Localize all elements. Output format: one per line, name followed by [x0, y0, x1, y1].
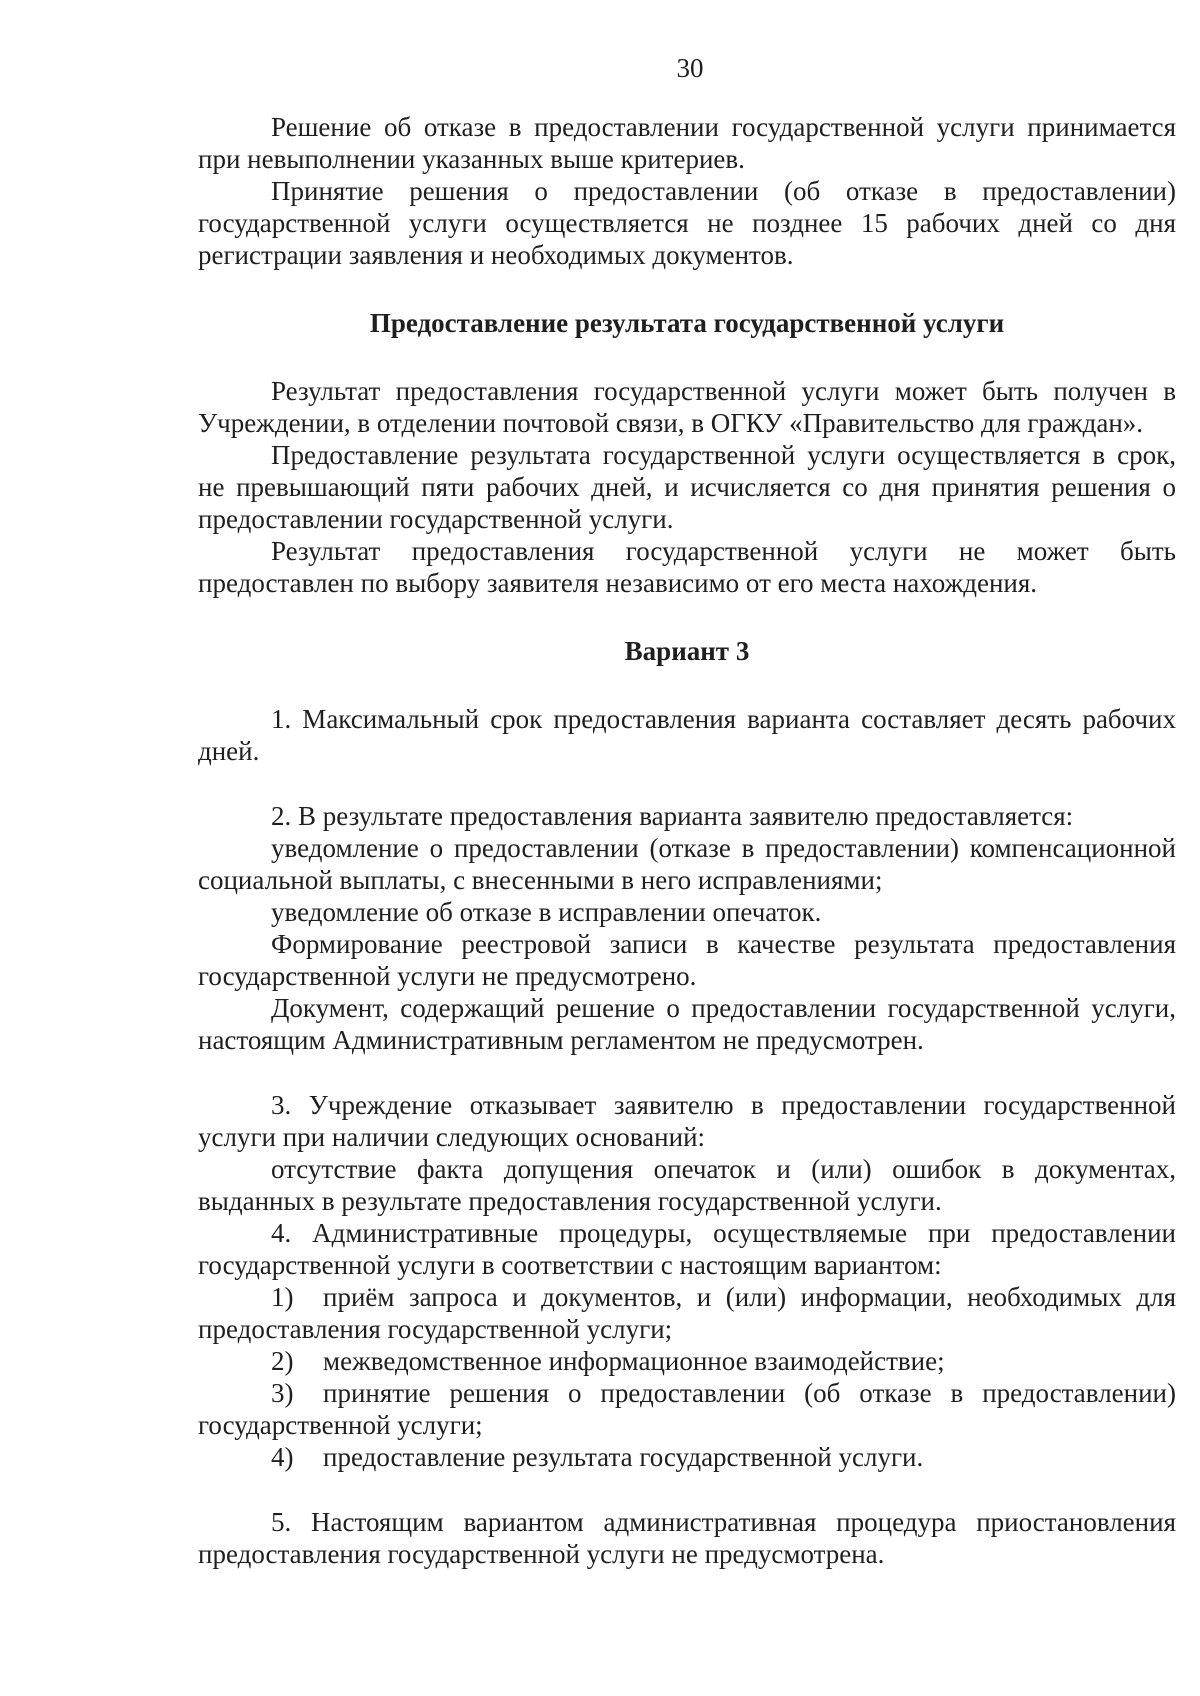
paragraph-result-term: Предоставление результата государственной услуги осуществляется в срок, не превышающий пяти рабочих дней, и исчисляется со дня принятия решения о предоставлении государственной услуги.	[198, 440, 1176, 534]
section-heading-variant-3: Вариант 3	[624, 636, 750, 666]
procedure-text: приём запроса и документов, и (или) информации, необходимых для предоставления государственной услуги;	[198, 1282, 1176, 1344]
paragraph-result-location: Результат предоставления государственной услуги не может быть предоставлен по выбору заявителя независимо от его места нахождения.	[198, 536, 1176, 598]
procedure-item	[198, 1441, 1176, 1473]
item-2-notification: уведомление о предоставлении (отказе в предоставлении) компенсационной социальной выплаты, с внесенными в него исправлениями;	[198, 833, 1176, 895]
procedure-text: принятие решения о предоставлении (об отказе в предоставлении) государственной услуги;	[198, 1378, 1176, 1440]
page-number: 30	[676, 53, 704, 83]
item-3-refusal-grounds: 3. Учреждение отказывает заявителю в предоставлении государственной услуги при наличии следующих оснований:	[198, 1090, 1176, 1152]
item-1-max-term: 1. Максимальный срок предоставления варианта составляет десять рабочих дней.	[198, 704, 1176, 766]
item-4-procedures: 4. Административные процедуры, осуществляемые при предоставлении государственной услуги в соответствии с настоящим вариантом:	[198, 1218, 1176, 1280]
procedure-number: 2)	[271, 1346, 294, 1376]
paragraph-refusal-decision: Решение об отказе в предоставлении государственной услуги принимается при невыполнении указанных выше критериев.	[198, 112, 1176, 174]
procedure-text: предоставление результата государственной услуги.	[323, 1442, 924, 1472]
procedure-number: 3)	[271, 1378, 294, 1408]
item-5-no-suspension: 5. Настоящим вариантом административная процедура приостановления предоставления государственной услуги не предусмотрена.	[198, 1507, 1176, 1569]
item-2-registry-record: Формирование реестровой записи в качестве результата предоставления государственной услуги не предусмотрено.	[198, 929, 1176, 991]
item-2-decision-document: Документ, содержащий решение о предоставлении государственной услуги, настоящим Административным регламентом не предусмотрен.	[198, 993, 1176, 1055]
procedure-item	[198, 1345, 1176, 1377]
paragraph-result-receipt: Результат предоставления государственной услуги может быть получен в Учреждении, в отделении почтовой связи, в ОГКУ «Правительство для граждан».	[198, 376, 1176, 438]
item-2-result: 2. В результате предоставления варианта заявителю предоставляется:	[271, 801, 1074, 831]
item-2-refusal-notification: уведомление об отказе в исправлении опечаток.	[271, 897, 822, 927]
section-heading-result: Предоставление результата государственной услуги	[369, 308, 1005, 338]
procedure-number: 4)	[271, 1442, 294, 1472]
procedure-number: 1)	[271, 1282, 294, 1312]
procedure-text: межведомственное информационное взаимодействие;	[323, 1346, 945, 1376]
paragraph-decision-timing: Принятие решения о предоставлении (об отказе в предоставлении) государственной услуги осуществляется не позднее 15 рабочих дней со дня регистрации заявления и необходимых документов.	[198, 176, 1176, 270]
item-3-ground-no-typos: отсутствие факта допущения опечаток и (или) ошибок в документах, выданных в результате предоставления государственной услуги.	[198, 1154, 1176, 1216]
procedure-item	[198, 1377, 1176, 1441]
procedure-item	[198, 1281, 1176, 1345]
document-body	[198, 111, 1176, 1570]
